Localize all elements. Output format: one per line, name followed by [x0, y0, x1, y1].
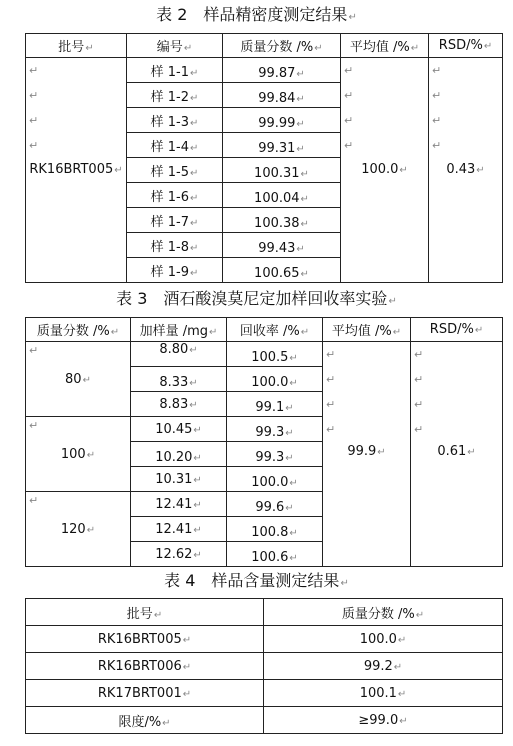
mean-cell: ↵ ↵ ↵ ↵ 99.9↵ [323, 342, 411, 567]
column-header: RSD/%↵ [411, 318, 503, 342]
mass-fraction: 100.31↵ [223, 158, 341, 183]
level-cell: ↵ 120↵ [26, 492, 131, 567]
recovery-value: 100.6↵ [227, 542, 323, 567]
mass-fraction: 100.38↵ [223, 208, 341, 233]
table-row [26, 707, 503, 734]
added-amount: 8.80↵ [131, 342, 227, 367]
mass-fraction: 99.99↵ [223, 108, 341, 133]
added-amount: 8.83↵ [131, 392, 227, 417]
precision-table [25, 33, 503, 283]
added-amount: 10.31↵ [131, 467, 227, 492]
added-amount: 12.41↵ [131, 517, 227, 542]
batch-number: RK16BRT006↵ [26, 653, 264, 680]
table-row [26, 680, 503, 707]
level-cell: ↵ 80↵ [26, 342, 131, 417]
table-row [26, 626, 503, 653]
column-header: 批号↵ [26, 599, 264, 626]
recovery-value: 99.1↵ [227, 392, 323, 417]
recovery-value: 100.8↵ [227, 517, 323, 542]
recovery-value: 100.5↵ [227, 342, 323, 367]
batch-cell: ↵ ↵ ↵ ↵ RK16BRT005↵ [26, 58, 127, 283]
mass-fraction: 100.0↵ [264, 626, 503, 653]
added-amount: 8.33↵ [131, 367, 227, 392]
column-header: 平均值 /%↵ [341, 34, 429, 58]
column-header: 平均值 /%↵ [323, 318, 411, 342]
limit-value: ≥99.0↵ [264, 707, 503, 734]
recovery-value: 99.3↵ [227, 442, 323, 467]
sample-id: 样 1-6↵ [127, 183, 223, 208]
mass-fraction: 99.87↵ [223, 58, 341, 83]
column-header: 质量分数 /%↵ [223, 34, 341, 58]
mass-fraction: 99.2↵ [264, 653, 503, 680]
mass-fraction: 100.65↵ [223, 258, 341, 283]
table4-caption: 表 4 样品含量测定结果↵ [164, 571, 349, 590]
sample-id: 样 1-7↵ [127, 208, 223, 233]
batch-number: RK16BRT005↵ [26, 626, 264, 653]
added-amount: 10.45↵ [131, 417, 227, 442]
level-cell: ↵ 100↵ [26, 417, 131, 492]
sample-id: 样 1-3↵ [127, 108, 223, 133]
column-header: 编号↵ [127, 34, 223, 58]
sample-id: 样 1-4↵ [127, 133, 223, 158]
mass-fraction: 99.43↵ [223, 233, 341, 258]
table-row [26, 653, 503, 680]
added-amount: 12.41↵ [131, 492, 227, 517]
added-amount: 10.20↵ [131, 442, 227, 467]
limit-label: 限度/%↵ [26, 707, 264, 734]
sample-id: 样 1-1↵ [127, 58, 223, 83]
recovery-value: 100.0↵ [227, 367, 323, 392]
content-table [25, 598, 503, 734]
sample-id: 样 1-5↵ [127, 158, 223, 183]
table2-caption: 表 2 样品精密度测定结果↵ [156, 5, 357, 24]
mean-cell: ↵ ↵ ↵ ↵ 100.0↵ [341, 58, 429, 283]
recovery-value: 99.3↵ [227, 417, 323, 442]
recovery-value: 100.0↵ [227, 467, 323, 492]
rsd-cell: ↵ ↵ ↵ ↵ 0.61↵ [411, 342, 503, 567]
column-header: 批号↵ [26, 34, 127, 58]
table-header-row [26, 34, 503, 58]
table-row [26, 58, 503, 83]
column-header: 质量分数 /%↵ [26, 318, 131, 342]
added-amount: 12.62↵ [131, 542, 227, 567]
column-header: 质量分数 /%↵ [264, 599, 503, 626]
recovery-table [25, 317, 503, 567]
column-header: 加样量 /mg↵ [131, 318, 227, 342]
sample-id: 样 1-2↵ [127, 83, 223, 108]
rsd-cell: ↵ ↵ ↵ ↵ 0.43↵ [429, 58, 503, 283]
mass-fraction: 99.31↵ [223, 133, 341, 158]
column-header: 回收率 /%↵ [227, 318, 323, 342]
recovery-value: 99.6↵ [227, 492, 323, 517]
batch-number: RK17BRT001↵ [26, 680, 264, 707]
table3-caption: 表 3 酒石酸溴莫尼定加样回收率实验↵ [116, 289, 397, 308]
table-header-row [26, 318, 503, 342]
table-header-row [26, 599, 503, 626]
mass-fraction: 100.04↵ [223, 183, 341, 208]
table-row [26, 342, 503, 367]
column-header: RSD/%↵ [429, 34, 503, 58]
sample-id: 样 1-9↵ [127, 258, 223, 283]
mass-fraction: 99.84↵ [223, 83, 341, 108]
sample-id: 样 1-8↵ [127, 233, 223, 258]
mass-fraction: 100.1↵ [264, 680, 503, 707]
